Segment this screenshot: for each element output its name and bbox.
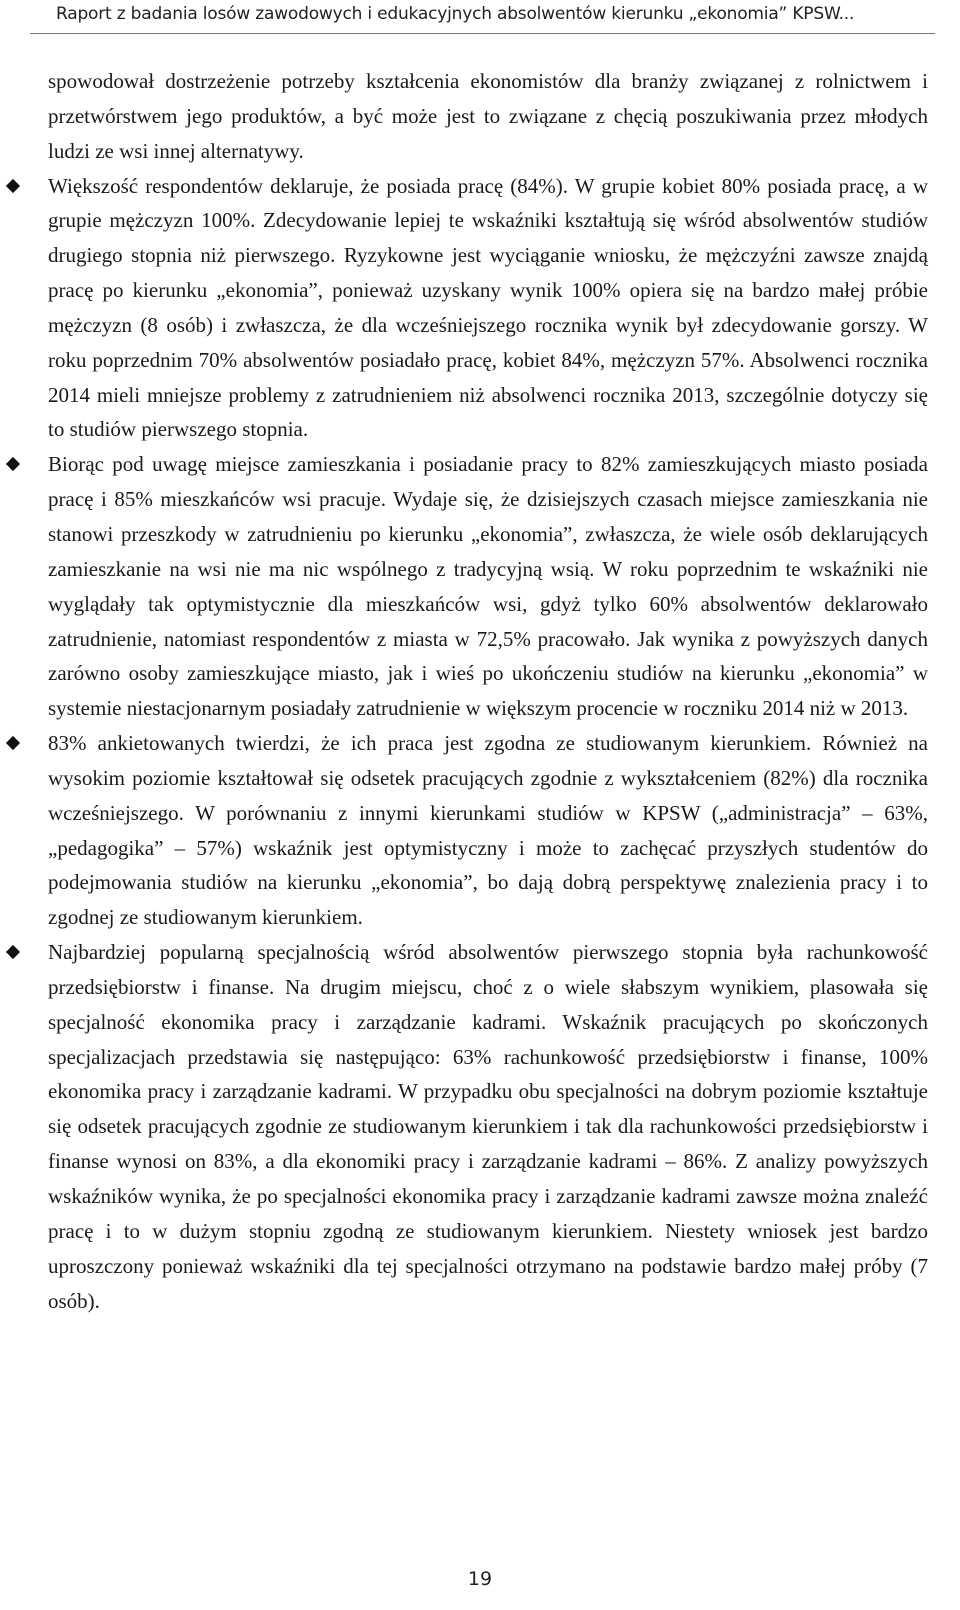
header-divider xyxy=(30,33,935,34)
paragraph-text: spowodował dostrzeżenie potrzeby kształcenia ekonomistów dla branży związanej z rolnictwem i przetwórstwem jego produktów, a być może jest to związane z chęcią poszukiwania przez młodych ludzi ze wsi innej alternatywy. xyxy=(48,69,928,163)
paragraph-text: Większość respondentów deklaruje, że posiada pracę (84%). W grupie kobiet 80% posiada pracę, a w grupie mężczyzn 100%. Zdecydowanie lepiej te wskaźniki kształtują się wśród absolwentów studiów drugiego stopnia niż pierwszego. Ryzykowne jest wyciąganie wniosku, że mężczyźni zawsze znajdą pracę po kierunku „ekonomia”, ponieważ uzyskany wynik 100% opiera się na bardzo małej próbie mężczyzn (8 osób) i zwłaszcza, że dla wcześniejszego rocznika wynik był zdecydowanie gorszy. W roku poprzednim 70% absolwentów posiadało pracę, kobiet 84%, mężczyzn 57%. Absolwenci rocznika 2014 mieli mniejsze problemy z zatrudnieniem niż absolwenci rocznika 2013, szczególnie dotyczy się to studiów pierwszego stopnia. xyxy=(48,173,928,442)
page-number: 19 xyxy=(467,1568,493,1590)
paragraph-continuation xyxy=(48,64,928,169)
page-body xyxy=(48,64,928,1318)
paragraph-text: Biorąc pod uwagę miejsce zamieszkania i posiadanie pracy to 82% zamieszkujących miasto posiada pracę i 85% mieszkańców wsi pracuje. Wydaje się, że dzisiejszych czasach miejsce zamieszkania nie stanowi przeszkody w zatrudnieniu po kierunku „ekonomia”, zwłaszcza, że wiele osób deklarujących zamieszkanie na wsi nie ma nic wspólnego z tradycyjną wsią. W roku poprzednim te wskaźniki nie wyglądały tak optymistycznie dla mieszkańców wsi, gdyż tylko 60% absolwentów deklarowało zatrudnienie, natomiast respondentów z miasta w 72,5% pracowało. Jak wynika z powyższych danych zarówno osoby zamieszkujące miasto, jak i wieś po ukończeniu studiów na kierunku „ekonomia” w systemie niestacjonarnym posiadały zatrudnienie w większym procencie w roczniku 2014 niż w 2013. xyxy=(48,452,928,721)
diamond-bullet-icon xyxy=(6,945,20,959)
running-header: Raport z badania losów zawodowych i edukacyjnych absolwentów kierunku „ekonomia” KPSW... xyxy=(56,4,855,24)
diamond-bullet-icon xyxy=(6,457,20,471)
bullet-item-job-match xyxy=(48,726,928,935)
paragraph-text: Najbardziej popularną specjalnością wśród absolwentów pierwszego stopnia była rachunkowość przedsiębiorstw i finanse. Na drugim miejscu, choć z o wiele słabszym wynikiem, plasowała się specjalność ekonomika pracy i zarządzanie kadrami. Wskaźnik pracujących po skończonych specjalizacjach przedstawia się następująco: 63% rachunkowość przedsiębiorstw i finanse, 100% ekonomika pracy i zarządzanie kadrami. W przypadku obu specjalności na dobrym poziomie kształtuje się odsetek pracujących zgodnie ze studiowanym kierunkiem i tak dla rachunkowości przedsiębiorstw i finanse wynosi on 83%, a dla ekonomiki pracy i zarządzanie kadrami – 86%. Z analizy powyższych wskaźników wynika, że po specjalności ekonomika pracy i zarządzanie kadrami zawsze można znaleźć pracę i to w dużym stopniu zgodną ze studiowanym kierunkiem. Niestety wniosek jest bardzo uproszczony ponieważ wskaźniki dla tej specjalności otrzymano na podstawie bardzo małej próby (7 osób). xyxy=(48,940,928,1313)
bullet-item-residence xyxy=(48,447,928,726)
diamond-bullet-icon xyxy=(6,178,20,192)
paragraph-text: 83% ankietowanych twierdzi, że ich praca jest zgodna ze studiowanym kierunkiem. Również na wysokim poziomie kształtował się odsetek pracujących zgodnie z wykształceniem (82%) dla rocznika wcześniejszego. W porównaniu z innymi kierunkami studiów w KPSW („administracja” – 63%, „pedagogika” – 57%) wskaźnik jest optymistyczny i może to zachęcać przyszłych studentów do podejmowania studiów na kierunku „ekonomia”, bo dają dobrą perspektywę znalezienia pracy i to zgodnej ze studiowanym kierunkiem. xyxy=(48,731,928,930)
bullet-item-specialization xyxy=(48,935,928,1318)
diamond-bullet-icon xyxy=(6,736,20,750)
bullet-item-employment xyxy=(48,169,928,448)
